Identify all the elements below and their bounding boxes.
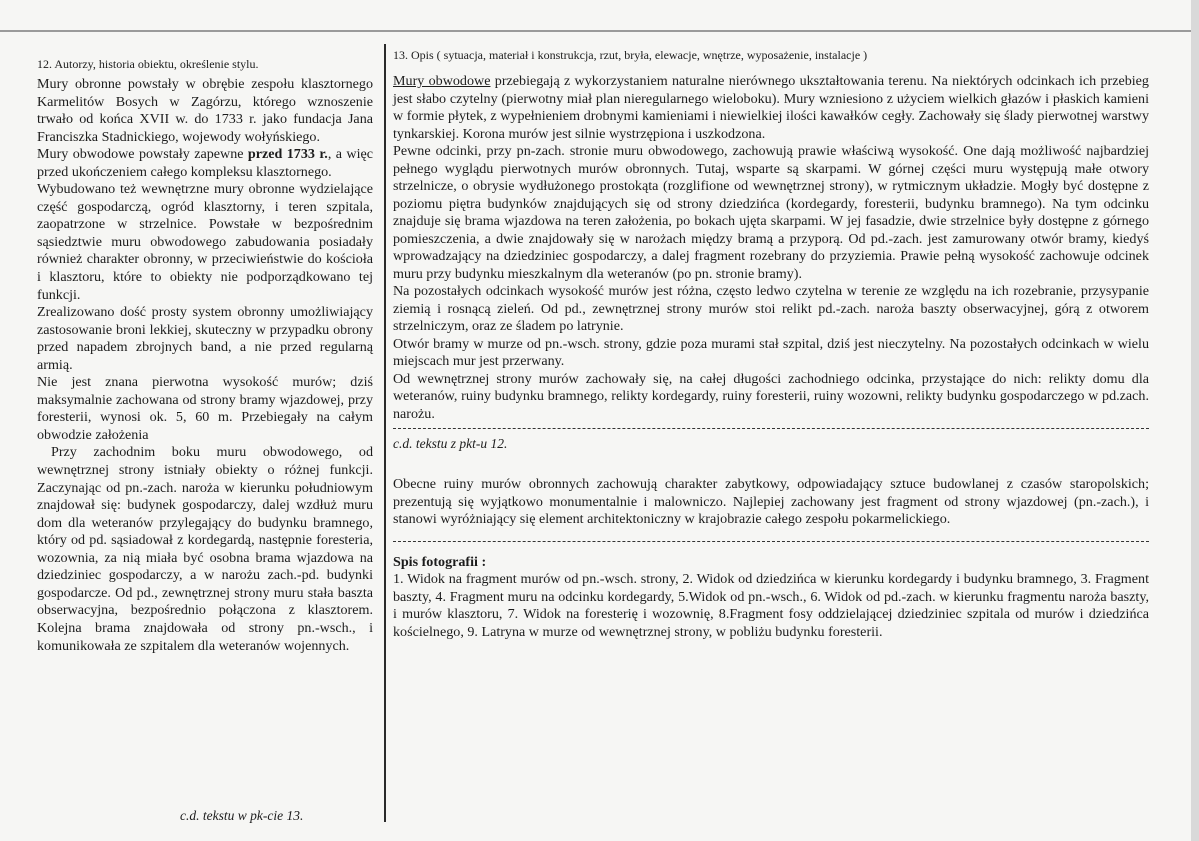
p2-text-a: Mury obwodowe powstały zapewne (37, 146, 248, 163)
section-12-paragraph-5: Nie jest znana pierwotna wysokość murów; dziś maksymalnie zachowana od strony bramy wjazdowej, przy foresterii, wynosi ok. 5, 60 m. Przebiegały na całym obwodzie założenia (37, 374, 373, 443)
p1-rest: przebiegają z wykorzystaniem naturalne nierównego ukształtowania terenu. Na niektórych odcinkach ich przebieg jest słabo czytelny (pierwotny miał plan nieregularnego wieloboku). Mury wzniesiono z użyciem wielkich głazów i płaskich kamieni w formie płytek, z wypełnieniem drobnymi kamieniami i niewielkiej ilości kawałków cegły. Zachowały się ślady pierwotnej warstwy tynkarskiej. Korona murów jest silnie wystrzępiona i uszkodzona. (393, 73, 1149, 142)
section-12-paragraph-3: Wybudowano też wewnętrzne mury obronne wydzielające część gospodarczą, ogród klasztorny, i teren szpitala, zaopatrzone w strzelnice. Powstałe w bezpośrednim sąsiedztwie muru obwodowego zabudowania posiadały również charakter obronny, w przeciwieństwie do kościoła i klasztoru, które to obiekty nie podporządkowano tej funkcji. (37, 181, 373, 303)
top-rule (0, 30, 1199, 32)
continued-from-12-note: c.d. tekstu z pkt-u 12. (393, 436, 508, 451)
p2-text-c: , a więc przed ukończeniem całego kompleksu klasztornego. (37, 146, 373, 180)
section-13-paragraph-1 (393, 73, 1149, 143)
section-12-paragraph-2 (37, 146, 373, 181)
photo-list-heading: Spis fotografii : (393, 553, 487, 570)
spacer (393, 452, 1149, 476)
p2-bold-date: przed 1733 r. (247, 146, 328, 163)
section-12-continued-note: c.d. tekstu w pk-cie 13. (180, 808, 304, 823)
column-divider (384, 44, 386, 822)
scan-edge (1191, 0, 1199, 841)
spacer (393, 529, 1149, 536)
section-13-heading: 13. Opis ( sytuacja, materiał i konstrukcja, rzut, bryła, elewacje, wnętrze, wyposażenie, instalacje ) (393, 48, 868, 62)
dashed-separator-1 (393, 428, 1149, 429)
dashed-separator-2 (393, 541, 1149, 542)
photo-list-text: 1. Widok na fragment murów od pn.-wsch. strony, 2. Widok od dziedzińca w kierunku kordegardy i budynku bramnego, 3. Fragment baszty, 4. Fragment muru na odcinku kordegardy, 5.Widok od pn.-wsch., 6. Widok od pd.-zach. w kierunku fragmentu naroża baszty, i murów klasztoru, 7. Widok na foresterię i wozownię, 8.Fragment fosy oddzielającej dziedziniec szpitala od murów i dziedzińca kościelnego, 9. Latryna w murze od wewnętrznej strony, w pobliżu budynku foresterii. (393, 571, 1149, 640)
section-12-paragraph-4: Zrealizowano dość prosty system obronny umożliwiający zastosowanie broni lekkiej, skuteczny w przypadku obrony przed napadem zbrojnych band, a nie przed regularną armią. (37, 304, 373, 373)
section-13-column (393, 48, 1149, 641)
p1-lead-underlined: Mury obwodowe (393, 73, 491, 89)
section-12-paragraph-1: Mury obronne powstały w obrębie zespołu klasztornego Karmelitów Bosych w Zagórzu, którego wznoszenie trwało od końca XVII w. do 1733 r. jako fundacja Jana Franciszka Stadnickiego, wojewody wołyńskiego. (37, 76, 373, 145)
section-12-column (37, 57, 373, 823)
section-13-paragraph-2: Pewne odcinki, przy pn-zach. stronie muru obwodowego, zachowują prawie właściwą wysokość. One dają możliwość najbardziej pełnego wyglądu pierwotnych murów obronnych. Tutaj, wsparte są skarpami. W górnej części muru występują małe otwory strzelnicze, o obrysie wydłużonego prostokąta (rozglifione od wewnętrznej strony), w rytmicznym układzie. Mogły być dostępne z poziomu piętra budynków znajdujących się od strony dziedzińca (kordegardy, foresterii, budynku bramnego). Na tym odcinku znajduje się brama wjazdowa na teren założenia, po bokach ujęta skarpami. W jej fasadzie, dwie strzelnice były dostępne z górnego pomieszczenia, a dwie znajdowały się w narożach między bramą a przyporą. Od pd.-zach. jest zamurowany otwór bramy, kiedyś wprowadzający na dziedziniec gospodarczy, a dalej fragment rozebrany do przyziemia. Prawie pełną wysokość zachowuje odcinek muru przy budynku mieszkalnym dla weteranów (po pn. stronie bramy). (393, 143, 1149, 282)
section-12-heading: 12. Autorzy, historia obiektu, określenie stylu. (37, 57, 259, 71)
section-13-paragraph-5: Od wewnętrznej strony murów zachowały się, na całej długości zachodniego odcinka, przystające do nich: relikty domu dla weteranów, ruiny budynku bramnego, relikty kordegardy, ruiny foresterii, ruiny wozowni, relikty budynku gospodarczego w pd.zach. narożu. (393, 370, 1149, 422)
section-12-paragraph-6: Przy zachodnim boku muru obwodowego, od wewnętrznej strony istniały obiekty o różnej funkcji. Zaczynając od pn.-zach. naroża w kierunku południowym znajdował się: budynek gospodarczy, dalej wzdłuż muru dom dla weteranów przylegający do budynku bramnego, który od pd. sąsiadował z kordegardą, następnie foresteria, wozownia, za nią miała być osobna brama wjazdowa na dziedziniec gospodarczy, a w narożu zach.-pd. budynki gospodarcze. Od pd., zewnętrznej strony muru stała baszta obserwacyjna, bezpośrednio połączona z klasztorem. Kolejna brama znajdowała od strony pn.-wsch., i komunikowała ze szpitalem dla weteranów wojennych. (37, 444, 373, 654)
section-13-paragraph-4: Otwór bramy w murze od pn.-wsch. strony, gdzie poza murami stał szpital, dziś jest nieczytelny. Na pozostałych odcinkach w wielu miejscach mur jest przerwany. (393, 335, 1149, 369)
section-13-paragraph-3: Na pozostałych odcinkach wysokość murów jest różna, często ledwo czytelna w terenie ze względu na ich rozebranie, przysypanie ziemią i rosnącą zieleń. Od pd., zewnętrznej strony murów stoi relikt pd.-zach. naroża baszty obserwacyjnej, górą z otworem strzelniczym, oraz ze śladem po latrynie. (393, 283, 1149, 334)
section-13-paragraph-6: Obecne ruiny murów obronnych zachowują charakter zabytkowy, odpowiadający sztuce budowlanej z czasów staropolskich; prezentują się wyjątkowo monumentalnie i malowniczo. Najlepiej zachowany jest fragment od strony wjazdowej (pn.-zach.), i stanowi wyróżniający się element architektoniczny w krajobrazie całego zespołu pokarmelickiego. (393, 476, 1149, 527)
